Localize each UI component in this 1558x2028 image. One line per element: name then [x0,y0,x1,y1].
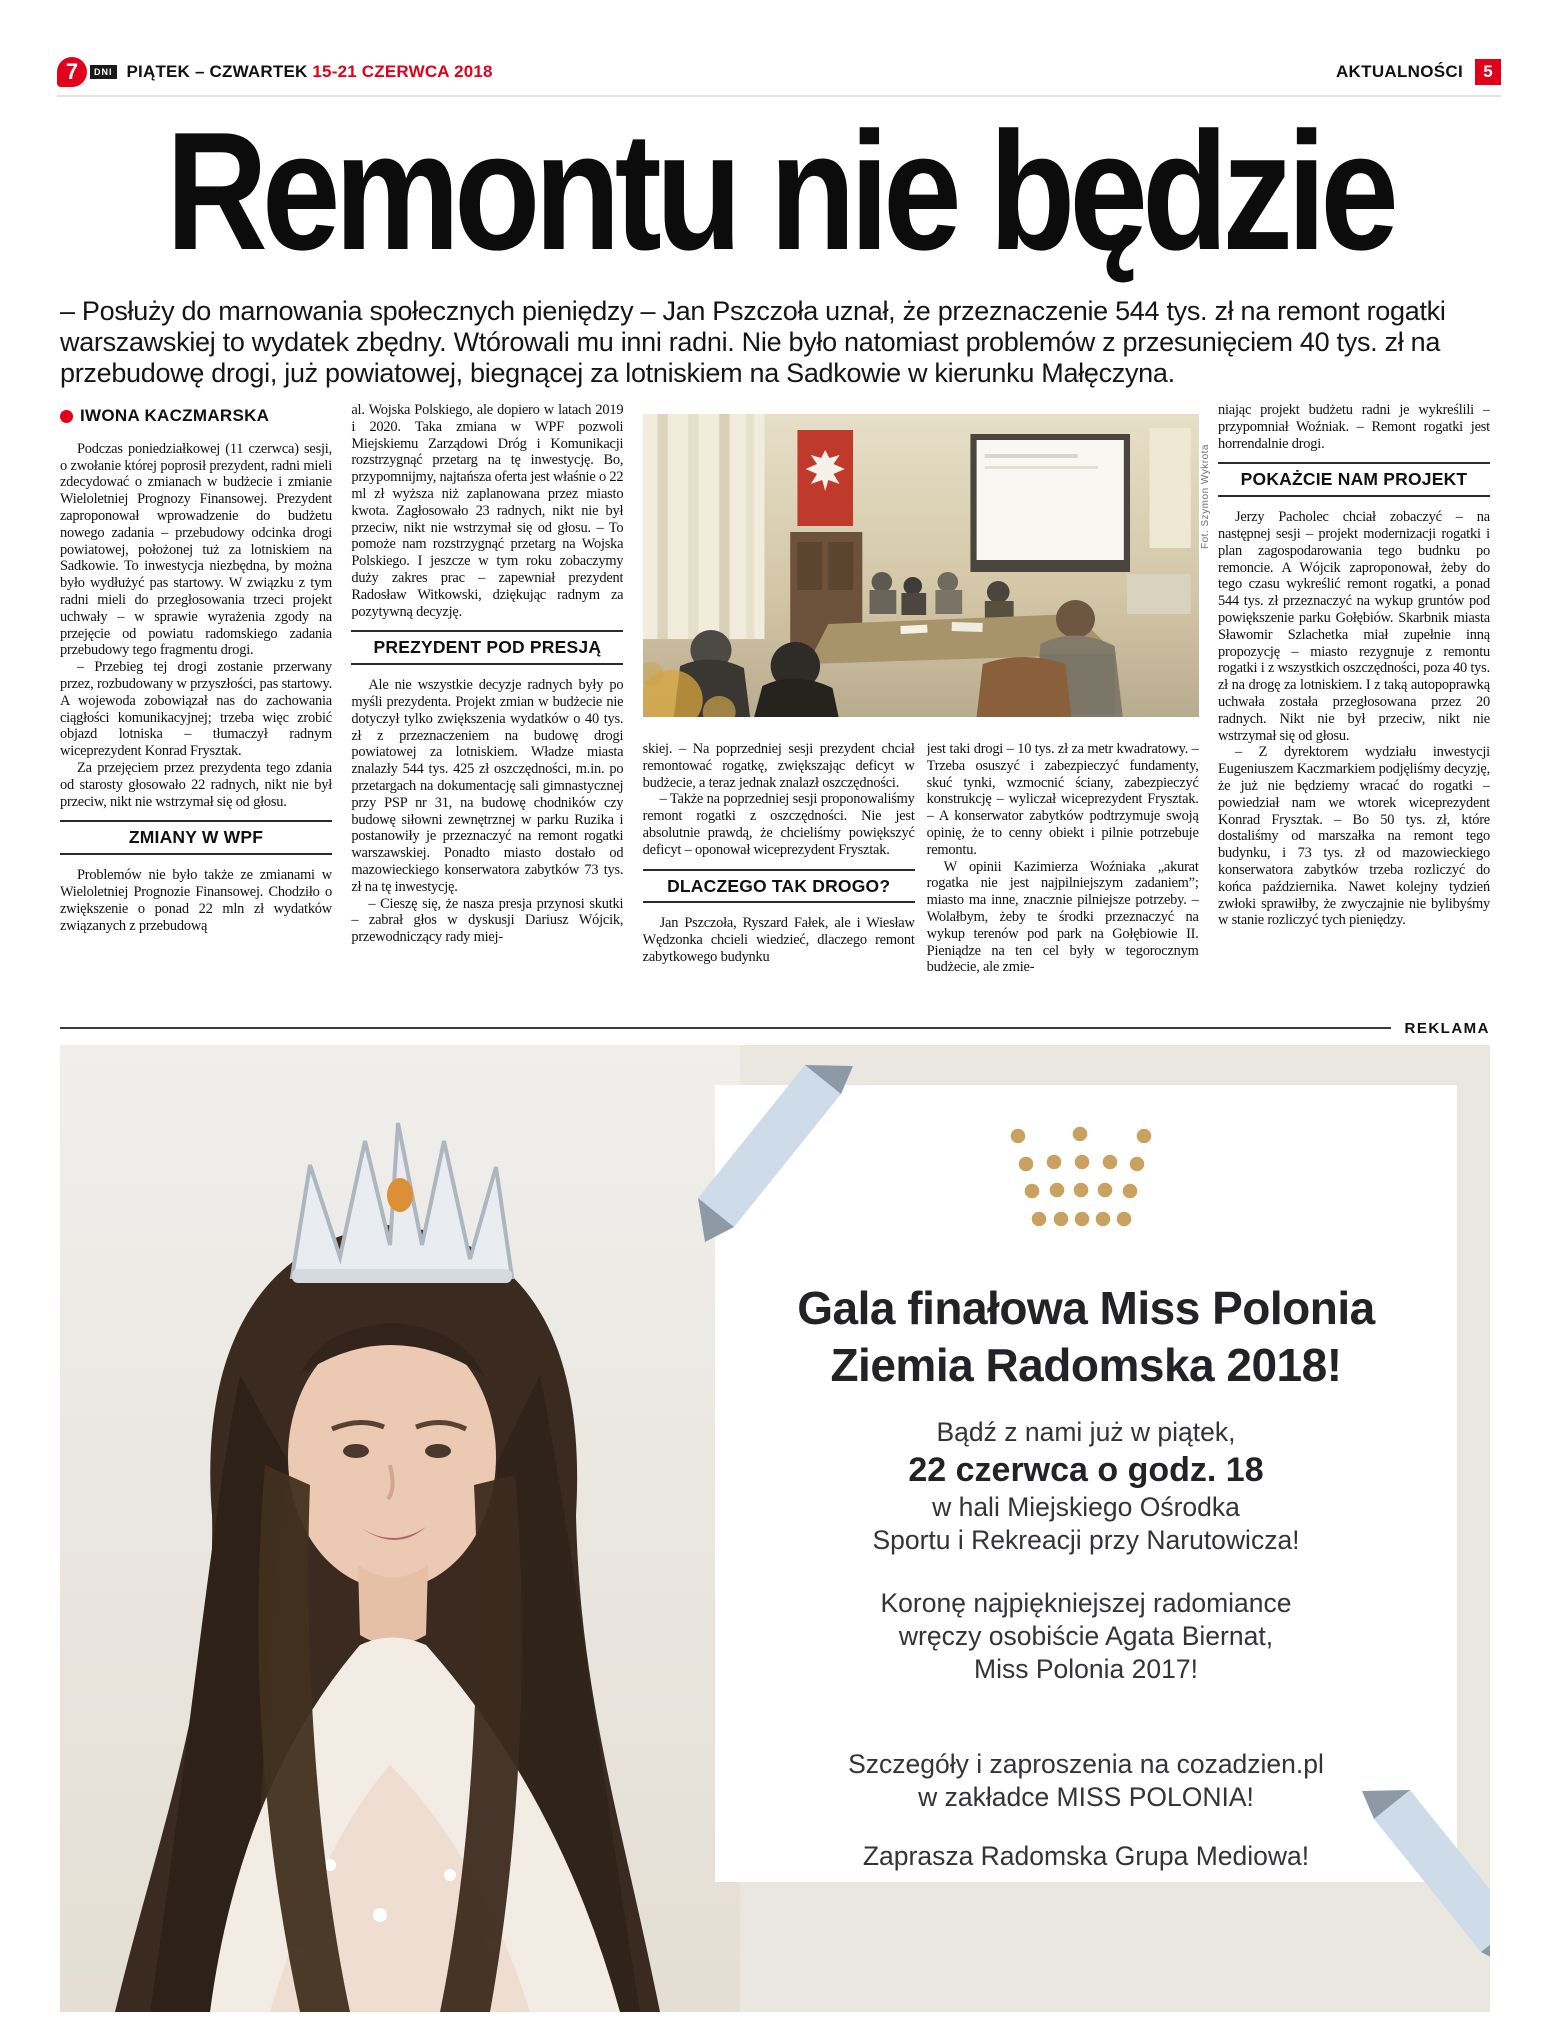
paragraph: – Z dyrektorem wydziału inwestycji Eugeniuszem Kaczmarkiem podjęliśmy decyzję, że już nie będziemy wracać do rogatki – powiedział nam we wtorek wiceprezydent Konrad Frysztak. – Bo 50 tys. zł, które dostaliśmy od marszałka na remont tego budynku, i 73 tys. zł od mazowieckiego konserwatora zabytków trzeba rozliczyć do końca października. Nawet kolejny tydzień zwłoki sprawiłby, że zwyczajnie nie bylibyśmy w stanie rozliczyć tych pieniędzy. [1217,744,1490,929]
byline [60,408,332,425]
council-photo-block [643,414,1211,717]
paragraph: Za przejęciem przez prezydenta tego zdania od starosty głosowało 22 radnych, nikt nie był przeciw, nikt nie wstrzymał się od głosu. [60,759,332,810]
logo-7dni [57,57,117,87]
article-column-1 [60,402,332,1022]
council-session-photo [643,414,1199,717]
ad-datetime: 22 czerwca o godz. 18 [908,1451,1264,1489]
ad-crown-line3: Miss Polonia 2017! [974,1654,1198,1684]
paragraph: Podczas poniedziałkowej (11 czerwca) sesji, o zwołanie której poprosił prezydent, radni mieli zdecydować o zmianach w budżecie i zmianie Wieloletniej Prognozy Finansowej. Prezydent zaproponował wprowadzenie do budżetu nowego zadania – przebudowy odcinka drogi powiatowej, położonej tuż za lotniskiem na Sadkowie. To inwestycja niezbędna, by można było wydłużyć pas startowy. W związku z tym radni mieli do przegłosowania trzeci projekt uchwały – w sprawie wyrażenia zgody na przejęcie od powiatu radomskiego zadania przebudowy tego fragmentu drogi. [60,440,332,659]
ad-intro: Bądź z nami już w piątek, [936,1417,1236,1447]
miss-polonia-ad [60,1045,1490,2012]
subhead-prezydent-pod-presja: PREZYDENT POD PRESJĄ [351,630,623,665]
page-number-badge: 5 [1475,59,1501,85]
article-lead: – Posłuży do marnowania społecznych pieniędzy – Jan Pszczoła uznał, że przeznaczenie 544 tys. zł na remont rogatki warszawskiej to wydatek zbędny. Wtórowali mu inni radni. Nie było natomiast problemów z przesunięciem 40 tys. zł na przebudowę drogi, już powiatowej, biegnącej za lotniskiem na Sadkowie w kierunku Małęczyna. [60,296,1446,388]
article-column-5 [1218,402,1490,1022]
ad-venue-line2: Sportu i Rekreacji przy Narutowicza! [872,1525,1300,1555]
ad-title-line2: Ziemia Radomska 2018! [830,1339,1342,1391]
dateline [127,62,493,82]
paragraph: al. Wojska Polskiego, ale dopiero w latach 2019 i 2020. Taka zmiana w WPF pozwoli Miejskiemu Zarządowi Dróg i Komunikacji rozstrzygnąć przetarg na tę inwestycję. Bo, przypomnijmy, najtańsza oferta jest właśnie o 22 ml zł wyższa niż zaplanowana przez miasto kwota. Zagłosowało 23 radnych, nikt nie był przeciw, nikt nie wstrzymał się od głosu. – To pomoże nam rozstrzygnąć przetarg na Wojska Polskiego. I jeszcze w tym roku zobaczymy duży zakres prac – zapewniał prezydent Radosław Witkowski, dziękując radnym za pozytywną decyzję. [351,402,624,620]
article-middle-columns [643,741,1199,1022]
ad-card [715,1085,1457,1882]
paragraph: – Przebieg tej drogi zostanie przerwany przez, rozbudowany w przyszłości, pas startowy. A wojewoda zobowiązał nas do zachowania ciągłości komunikacyjnej; trzeba więc zrobić objazd lotniska – tłumaczył radnym wiceprezydent Konrad Frysztak. [60,659,332,760]
crown-dots-icon [1006,1121,1166,1233]
paragraph: Jan Pszczoła, Ryszard Fałek, ale i Wiesław Wędzonka chcieli wiedzieć, dlaczego remont zabytkowego budynku [642,915,915,965]
header-right [1336,59,1501,85]
photo-credit: Fot. Szymon Wykrota [1199,444,1211,549]
paragraph: Ale nie wszystkie decyzje radnych były po myśli prezydenta. Projekt zmian w budżecie nie dotyczył tylko zwiększenia wydatków o 40 tys. zł z przeznaczeniem na budowę drogi powiatowej za lotniskiem. Władze miasta znalazły 544 tys. 425 zł oszczędności, m.in. po przetargach na dokumentację sali gimnastycznej przy PSP nr 31, na budowę chodników czy budowę siłowni zewnętrznej w parku Ruzika i postanowiły je przeznaczyć na remont rogatki warszawskiej. Ponadto miasto dostało od mazowieckiego konserwatora zabytków 73 tys. zł na tę inwestycję. [351,677,624,895]
page-header [57,52,1501,92]
ad-details-line2: w zakładce MISS POLONIA! [918,1782,1254,1812]
subhead-pokazcie-nam-projekt: POKAŻCIE NAM PROJEKT [1218,462,1490,497]
dateline-range: 15-21 CZERWCA 2018 [312,62,493,81]
miss-polonia-photo [60,1045,740,2012]
ad-title-line1: Gala finałowa Miss Polonia [797,1282,1375,1334]
paragraph: Jerzy Pacholec chciał zobaczyć – na następnej sesji – projekt modernizacji rogatki i plan zagospodarowania tego budnku po remoncie. A Wójcik zaproponował, żeby do tego czasu wykreślić remont rogatki, a ponad 544 tys. zł przeznaczyć na wykup gruntów pod powiększenie parku Gołębiów. Skarbnik miasta Sławomir Szlachetka miał zupełnie inną propozycję – miasto rezygnuje z remontu rogatki i z wszystkich oszczędności, poza 40 tys. zł na drogę za lotniskiem. I z taką autopoprawką uchwała została przegłosowana przez 20 radnych. Nikt nie był przeciw, nikt nie wstrzymał się od głosu. [1217,509,1490,744]
article-column-3 [643,741,915,1022]
paragraph: – Cieszę się, że nasza presja przynosi skutki – zabrał głos w dyskusji Dariusz Wójcik, przewodniczący rady miej- [351,895,624,946]
byline-bullet-icon [60,410,73,423]
paragraph: – Także na poprzedniej sesji proponowaliśmy remont rogatki z oszczędności. Nie jest absolutnie prawdą, że chcieliśmy powiększyć deficyt – oponował wiceprezydent Frysztak. [642,791,915,858]
spacer [715,1686,1457,1748]
reklama-rule-line [60,1027,1391,1029]
reklama-label: REKLAMA [1404,1019,1490,1037]
ad-title [715,1280,1457,1394]
reklama-divider [60,1018,1490,1038]
ad-crown-line2: wręczy osobiście Agata Biernat, [898,1621,1274,1651]
dateline-days: PIĄTEK – CZWARTEK [126,62,308,81]
miss-polonia-photo-art [60,1045,740,2012]
ad-venue-line1: w hali Miejskiego Ośrodka [932,1492,1240,1522]
article-middle-span [642,402,1211,1022]
spacer [715,1814,1457,1840]
logo-7-icon: 7 [57,57,87,87]
paragraph: jest taki drogi – 10 tys. zł za metr kwadratowy. – Trzeba osuszyć i zabezpieczyć fundamenty, skuć tynki, wzmocnić ściany, zabezpieczyć konstrukcję – wyliczał wiceprezydent Frysztak. – A konserwator zabytków podtrzymuje swoją opinię, że to cenny obiekt i pilnie potrzebuje remontu. [926,741,1199,858]
article-column-2 [351,402,623,1022]
ad-crown-line1: Koronę najpiękniejszej radomiance [880,1588,1292,1618]
article-column-4 [927,741,1199,1022]
byline-author: IWONA KACZMARSKA [80,406,270,425]
ad-closing: Zaprasza Radomska Grupa Mediowa! [862,1841,1310,1871]
section-label: AKTUALNOŚCI [1335,62,1463,81]
council-photo-art [643,414,1199,717]
paragraph: Problemów nie było także ze zmianami w Wieloletniej Prognozie Finansowej. Chodziło o zwiększenie o ponad 22 mln zł wydatków związanych z przebudową [60,867,332,934]
ad-details-line1: Szczegóły i zaproszenia na cozadzien.pl [848,1749,1324,1779]
spacer [715,1557,1457,1587]
paragraph: skiej. – Na poprzedniej sesji prezydent chciał remontować rogatkę, zwiększając deficyt w budżecie, a teraz jednak znalazł oszczędności. [642,741,915,791]
paragraph: niając projekt budżetu radni je wykreślili – przypomniał Woźniak. – Remont rogatki jest horrendalnie drogi. [1217,402,1490,452]
logo-dni-label: DNI [90,65,117,79]
article-body [60,402,1490,1022]
subhead-zmiany-w-wpf: ZMIANY W WPF [60,820,332,855]
subhead-dlaczego-tak-drogo: DLACZEGO TAK DROGO? [643,869,915,904]
paragraph: W opinii Kazimierza Woźniaka „akurat rogatka nie jest najpilniejszym zadaniem”; miasto ma inne, znacznie pilniejsze potrzeby. – Wolałbym, żeby te środki przeznaczyć na wykup terenów pod park na Gołębiowie II. Pieniądze na ten cel były w tegorocznym budżecie, ale zmie- [926,858,1199,976]
main-headline: Remontu nie będzie [165,97,1393,285]
header-left [57,57,493,87]
